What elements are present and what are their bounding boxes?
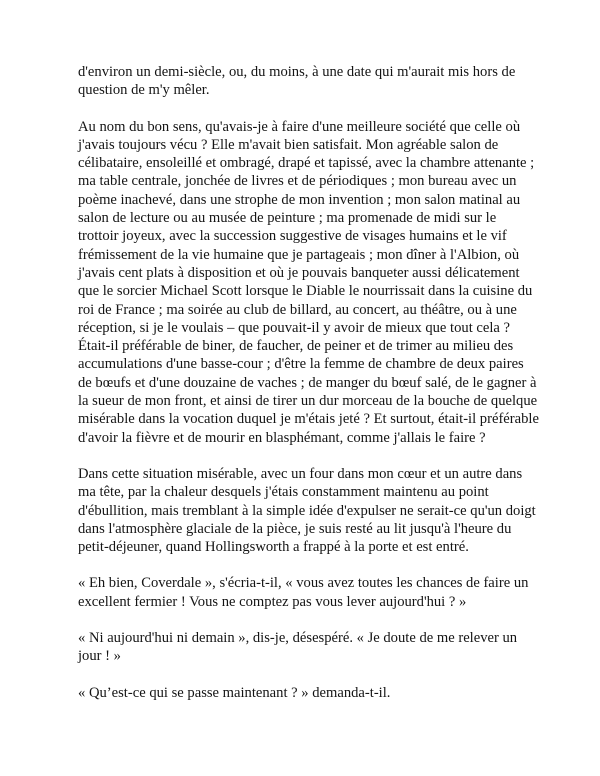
paragraph-5: « Ni aujourd'hui ni demain », dis-je, désespéré. « Je doute de me relever un jour ! » xyxy=(78,630,518,665)
paragraph-4: « Eh bien, Coverdale », s'écria-t-il, « vous avez toutes les chances de faire un excellent fermier ! Vous ne comptez pas vous lever aujourd'hui ? » xyxy=(78,575,529,610)
paragraph-3: Dans cette situation misérable, avec un four dans mon cœur et un autre dans ma tête, par la chaleur desquels j'étais constamment maintenu au point d'ébullition, mais tremblant à la simple idée d'expulser ne serait-ce qu'un doigt dans l'atmosphère glaciale de la pièce, je suis resté au lit jusqu'à l'heure du petit-déjeuner, quand Hollingsworth a frappé à la porte et est entré. xyxy=(78,465,536,556)
document-body xyxy=(78,63,540,720)
paragraph-1: d'environ un demi-siècle, ou, du moins, à une date qui m'aurait mis hors de question de m'y mêler. xyxy=(78,64,516,99)
paragraph-2: Au nom du bon sens, qu'avais-je à faire d'une meilleure société que celle où j'avais toujours vécu ? Elle m'avait bien satisfait. Mon agréable salon de célibataire, ensoleillé et ombragé, drapé et tapissé, avec la chambre attenante ; ma table centrale, jonchée de livres et de périodiques ; mon bureau avec un poème inachevé, dans une strophe de mon invention ; mon salon matinal au salon de lecture ou au musée de peinture ; ma promenade de midi sur le trottoir joyeux, avec la succession suggestive de visages humains et le vif frémissement de la vie humaine que je partageais ; mon dîner à l'Albion, où j'avais cent plats à disposition et où je pouvais banqueter aussi délicatement que le sorcier Michael Scott lorsque le Diable le nourrissait dans la cuisine du roi de France ; ma soirée au club de billard, au concert, au théâtre, ou à une réception, si je le voulais – que pouvait-il y avoir de mieux que tout cela ? Était-il préférable de biner, de faucher, de peiner et de trimer au milieu des accumulations d'une basse-cour ; d'être la femme de chambre de deux paires de bœufs et d'une douzaine de vaches ; de manger du bœuf salé, de le gagner à la sueur de mon front, et ainsi de tirer un dur morceau de la bouche de quelque misérable dans la vocation duquel je m'étais jeté ? Et surtout, était-il préférable d'avoir la fièvre et de mourir en blasphémant, comme j'allais le faire ? xyxy=(78,118,539,446)
paragraph-6: « Qu’est-ce qui se passe maintenant ? » demanda-t-il. xyxy=(78,684,391,701)
